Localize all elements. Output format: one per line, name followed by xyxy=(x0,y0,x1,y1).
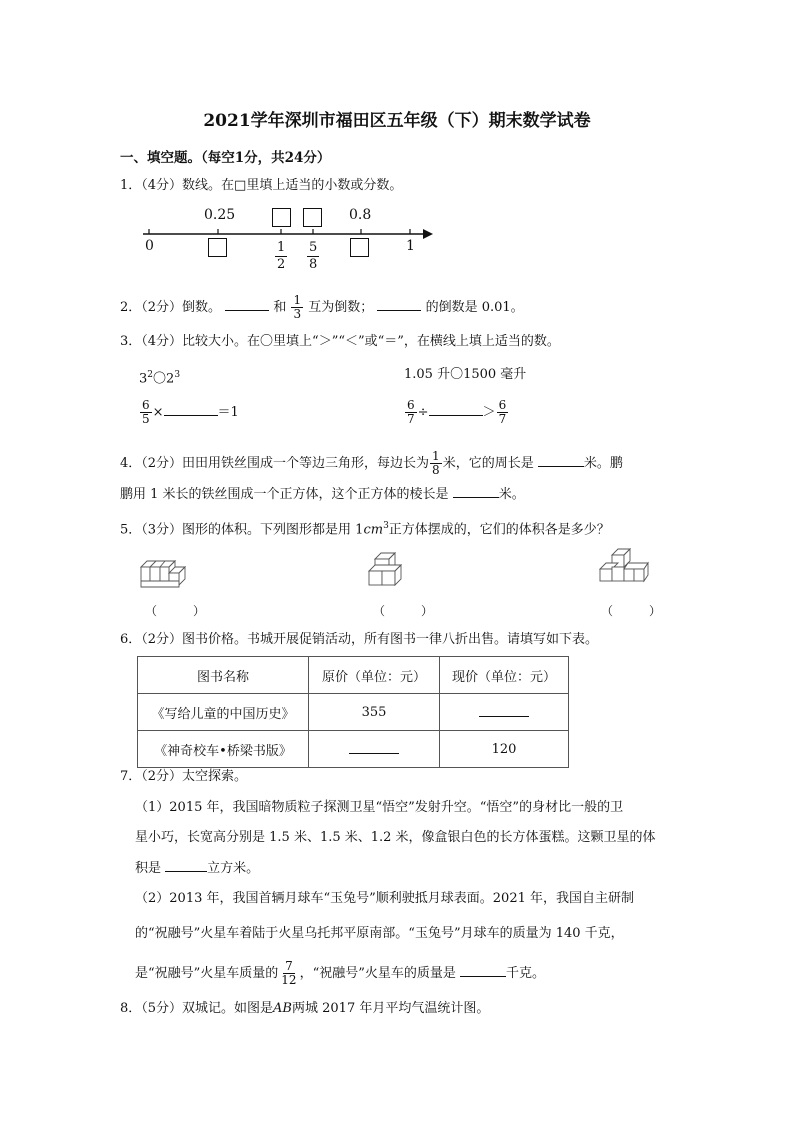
q2-blank-2[interactable] xyxy=(377,298,421,311)
answer-box-above-1[interactable] xyxy=(272,208,291,227)
fraction-1-3: $\frac{1}{3}$ xyxy=(293,293,302,321)
current-price-cell xyxy=(440,694,569,731)
q4-blank-perimeter[interactable] xyxy=(538,454,584,467)
question-4-line-2: 鹏用 1 米长的铁丝围成一个正方体，这个正方体的棱长是 米。 xyxy=(120,487,525,502)
current-price: 120 xyxy=(440,731,569,768)
label-08: 0.8 xyxy=(349,207,372,223)
label-025: 0.25 xyxy=(204,207,236,223)
cube-figure-2 xyxy=(367,549,407,591)
fraction-5-8: $\frac{5}{8}$ xyxy=(309,240,318,272)
section-heading: 一、填空题。（每空1分，共24分） xyxy=(120,150,331,166)
original-price-blank[interactable] xyxy=(349,741,399,754)
book-name: 《写给儿童的中国历史》 xyxy=(138,694,309,731)
q5-answer-2[interactable]: （ ） xyxy=(373,604,434,618)
table-row xyxy=(138,694,569,731)
q3-blank-divide[interactable] xyxy=(429,403,483,416)
current-price-blank[interactable] xyxy=(479,704,529,717)
answer-box-above-2[interactable] xyxy=(303,208,322,227)
q3-compare-volume: 1.05 升〇1500 毫升 xyxy=(404,367,527,382)
q7-blank-mass[interactable] xyxy=(460,964,506,977)
q5-answer-1[interactable]: （ ） xyxy=(145,604,206,618)
q7-part2-line2: 的“祝融号”火星车着陆于火星乌托邦平原南部。“玉兔号”月球车的质量为 140 千克， xyxy=(135,926,624,941)
question-3-text: 3．（4分）比较大小。在〇里填上“＞”“＜”或“＝”，在横线上填上适当的数。 xyxy=(120,334,560,349)
q3-compare-powers: $3^2$〇$2^3$ xyxy=(139,370,181,387)
question-8-text: 8．（5分）双城记。如图是AB两城 2017 年月平均气温统计图。 xyxy=(120,1001,490,1016)
table-row xyxy=(138,731,569,768)
question-5-text: 5．（3分）图形的体积。下列图形都是用 $1cm^3$正方体摆成的，它们的体积各是多少？ xyxy=(120,521,610,538)
table-header-row xyxy=(138,657,569,694)
q3-multiply: $\frac{6}{5}$ × ＝1 xyxy=(142,398,239,426)
q7-part2-line1: （2）2013 年，我国首辆月球车“玉兔号”顺利驶抵月球表面。2021 年，我国自主研制 xyxy=(135,891,634,906)
compare-circle[interactable]: 〇 xyxy=(153,371,167,387)
q5-answer-3[interactable]: （ ） xyxy=(601,604,662,618)
question-1-text: 1．（4分）数线。在□里填上适当的小数或分数。 xyxy=(120,178,403,193)
question-6-text: 6．（2分）图书价格。书城开展促销活动，所有图书一律八折出售。请填写如下表。 xyxy=(120,632,599,647)
label-one: 1 xyxy=(406,238,415,254)
q3-blank-multiply[interactable] xyxy=(164,403,218,416)
q2-blank-1[interactable] xyxy=(225,298,269,311)
page-title: 2021学年深圳市福田区五年级（下）期末数学试卷 xyxy=(203,111,591,131)
arrow-icon xyxy=(423,229,433,239)
answer-box-below-2[interactable] xyxy=(350,238,369,257)
original-price-cell xyxy=(309,731,440,768)
header-book-name: 图书名称 xyxy=(138,657,309,694)
question-7-text: 7．（2分）太空探索。 xyxy=(120,769,248,784)
book-name: 《神奇校车•桥梁书版》 xyxy=(138,731,309,768)
fraction-7-12: $\frac{7}{12}$ xyxy=(281,959,297,987)
q7-part1-line2: 星小巧，长宽高分别是 1.5 米、1.5 米、1.2 米，像盒银白色的长方体蛋糕。这颗卫星的体 xyxy=(135,830,656,845)
cube-figure-1 xyxy=(139,549,201,591)
cube-figure-3 xyxy=(596,545,652,591)
original-price: 355 xyxy=(309,694,440,731)
q7-part1-line1: （1）2015 年，我国暗物质粒子探测卫星“悟空”发射升空。“悟空”的身材比一般的卫 xyxy=(135,800,624,815)
q7-part1-line3: 积是 立方米。 xyxy=(135,861,260,876)
answer-box-below-1[interactable] xyxy=(208,238,227,257)
header-original-price: 原价（单位：元） xyxy=(309,657,440,694)
q7-part2-line3: 是“祝融号”火星车质量的 $\frac{7}{12}$ ，“祝融号”火星车的质量是 千克。 xyxy=(135,959,546,987)
fraction-1-8: $\frac{1}{8}$ xyxy=(432,449,440,477)
q4-blank-edge[interactable] xyxy=(453,485,499,498)
q7-blank-volume[interactable] xyxy=(165,859,207,872)
fraction-1-2: $\frac{1}{2}$ xyxy=(277,240,286,272)
question-4-line-1: 4．（2分）田田用铁丝围成一个等边三角形，每边长为 $\frac{1}{8}$ 米，它的周长是 米。鹏 xyxy=(120,449,623,477)
label-zero: 0 xyxy=(145,238,154,254)
q3-divide: $\frac{6}{7}$ ÷ ＞ $\frac{6}{7}$ xyxy=(407,398,507,426)
question-2: 2．（2分）倒数。 和 $\frac{1}{3}$ 互为倒数； 的倒数是 0.01。 xyxy=(120,293,524,321)
book-price-table xyxy=(137,656,569,768)
header-current-price: 现价（单位：元） xyxy=(440,657,569,694)
